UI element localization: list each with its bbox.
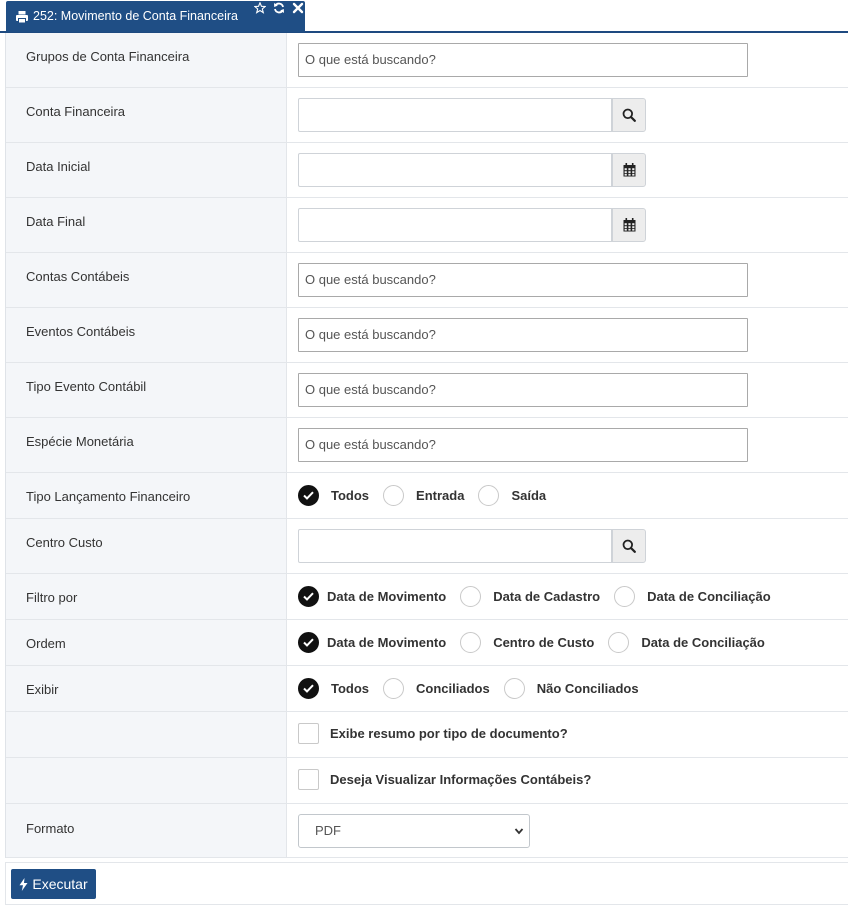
- filtro-por-label: Filtro por: [26, 590, 78, 605]
- data-inicial-calendar-button[interactable]: [612, 153, 646, 187]
- row-tipo-evento: [6, 363, 848, 418]
- checkbox-unchecked-icon[interactable]: [298, 723, 319, 744]
- exibir-label: Exibir: [26, 682, 59, 697]
- grupos-conta-label: Grupos de Conta Financeira: [26, 49, 190, 64]
- tipo-evento-label: Tipo Evento Contábil: [26, 379, 147, 394]
- ordem-label: Ordem: [26, 636, 66, 651]
- contas-contabeis-label: Contas Contábeis: [26, 269, 130, 284]
- contas-contabeis-input[interactable]: O que está buscando?: [298, 263, 748, 297]
- data-inicial-label: Data Inicial: [26, 159, 91, 174]
- conta-financeira-search-button[interactable]: [612, 98, 646, 132]
- radio-unchecked-icon[interactable]: [608, 632, 629, 653]
- tab-title: 252: Movimento de Conta Financeira: [33, 9, 238, 23]
- radio-option-saida[interactable]: [478, 485, 546, 506]
- conta-financeira-input[interactable]: [298, 98, 612, 132]
- row-exibir: [6, 666, 848, 712]
- search-icon: [622, 108, 636, 122]
- radio-label: Entrada: [416, 487, 465, 503]
- star-icon[interactable]: [254, 2, 266, 14]
- radio-checked-icon[interactable]: [298, 678, 319, 699]
- tipo-lancamento-label: Tipo Lançamento Financeiro: [26, 489, 191, 504]
- radio-label: Data de Movimento: [327, 588, 447, 604]
- label-cell: [6, 198, 287, 252]
- radio-unchecked-icon[interactable]: [504, 678, 525, 699]
- centro-custo-search-button[interactable]: [612, 529, 646, 563]
- label-cell: [6, 143, 287, 197]
- ordem-radio-group: [298, 631, 779, 653]
- row-ordem: [6, 620, 848, 666]
- radio-option-entrada[interactable]: [383, 485, 464, 506]
- label-cell: [6, 473, 287, 518]
- label-cell: [6, 804, 287, 857]
- radio-unchecked-icon[interactable]: [383, 485, 404, 506]
- label-cell: [6, 620, 287, 665]
- print-icon[interactable]: [15, 10, 29, 24]
- radio-label: Data de Conciliação: [641, 634, 765, 650]
- radio-label: Todos: [331, 487, 370, 503]
- eventos-contabeis-label: Eventos Contábeis: [26, 324, 136, 339]
- radio-option-data-cadastro[interactable]: [460, 586, 600, 607]
- radio-option-data-conciliacao[interactable]: [608, 632, 765, 653]
- search-icon: [622, 539, 636, 553]
- report-tab[interactable]: [6, 1, 305, 32]
- row-grupos-conta: [6, 33, 848, 88]
- report-form: [5, 33, 848, 858]
- radio-label: Saída: [511, 487, 547, 503]
- row-formato: [6, 804, 848, 858]
- tab-bar: [0, 0, 848, 33]
- execute-button[interactable]: [11, 869, 96, 899]
- exibir-radio-group: [298, 677, 653, 699]
- tipo-lancamento-radio-group: [298, 484, 560, 506]
- data-final-input[interactable]: [298, 208, 612, 242]
- radio-checked-icon[interactable]: [298, 485, 319, 506]
- radio-label: Data de Conciliação: [647, 588, 771, 604]
- label-cell: [6, 253, 287, 307]
- refresh-icon[interactable]: [273, 2, 285, 14]
- checkbox-unchecked-icon[interactable]: [298, 769, 319, 790]
- radio-option-conciliados[interactable]: [383, 678, 490, 699]
- radio-unchecked-icon[interactable]: [383, 678, 404, 699]
- radio-checked-icon[interactable]: [298, 632, 319, 653]
- label-cell: [6, 574, 287, 619]
- radio-option-nao-conciliados[interactable]: [504, 678, 639, 699]
- radio-unchecked-icon[interactable]: [460, 632, 481, 653]
- radio-option-data-movimento[interactable]: [298, 586, 446, 607]
- row-filtro-por: [6, 574, 848, 620]
- especie-monetaria-input[interactable]: O que está buscando?: [298, 428, 748, 462]
- radio-option-data-conciliacao[interactable]: [614, 586, 771, 607]
- radio-option-todos[interactable]: [298, 678, 369, 699]
- checkbox-label: Deseja Visualizar Informações Contábeis?: [330, 772, 592, 787]
- radio-checked-icon[interactable]: [298, 586, 319, 607]
- label-cell: [6, 666, 287, 711]
- row-contas-contabeis: [6, 253, 848, 308]
- label-cell: [6, 363, 287, 417]
- radio-unchecked-icon[interactable]: [460, 586, 481, 607]
- radio-option-data-movimento[interactable]: [298, 632, 446, 653]
- eventos-contabeis-input[interactable]: O que está buscando?: [298, 318, 748, 352]
- label-cell: [6, 88, 287, 142]
- label-cell: [6, 33, 287, 87]
- info-contabeis-checkbox[interactable]: [298, 769, 591, 790]
- chevron-down-icon: [514, 826, 524, 836]
- radio-label: Conciliados: [416, 680, 490, 696]
- radio-label: Data de Movimento: [327, 634, 447, 650]
- centro-custo-input[interactable]: [298, 529, 612, 563]
- radio-label: Todos: [331, 680, 370, 696]
- data-final-label: Data Final: [26, 214, 86, 229]
- form-footer: [5, 862, 848, 905]
- row-conta-financeira: [6, 88, 848, 143]
- data-inicial-input[interactable]: [298, 153, 612, 187]
- especie-monetaria-label: Espécie Monetária: [26, 434, 134, 449]
- row-data-inicial: [6, 143, 848, 198]
- grupos-conta-input[interactable]: O que está buscando?: [298, 43, 748, 77]
- formato-selected-value: PDF: [315, 823, 341, 838]
- calendar-icon: [623, 218, 636, 232]
- tipo-evento-input[interactable]: O que está buscando?: [298, 373, 748, 407]
- filtro-por-radio-group: [298, 585, 785, 607]
- radio-label: Centro de Custo: [493, 634, 595, 650]
- row-data-final: [6, 198, 848, 253]
- label-cell: [6, 758, 287, 803]
- bolt-icon: [19, 878, 28, 891]
- resumo-tipo-documento-checkbox[interactable]: [298, 723, 568, 744]
- formato-select[interactable]: [298, 814, 530, 848]
- row-info-contabeis: [6, 758, 848, 804]
- row-centro-custo: [6, 519, 848, 574]
- execute-label: Executar: [32, 876, 88, 892]
- data-final-calendar-button[interactable]: [612, 208, 646, 242]
- radio-unchecked-icon[interactable]: [478, 485, 499, 506]
- checkbox-label: Exibe resumo por tipo de documento?: [330, 726, 568, 741]
- row-eventos-contabeis: [6, 308, 848, 363]
- label-cell: [6, 519, 287, 573]
- radio-option-todos[interactable]: [298, 485, 369, 506]
- row-resumo-tipo-documento: [6, 712, 848, 758]
- radio-unchecked-icon[interactable]: [614, 586, 635, 607]
- radio-label: Data de Cadastro: [493, 588, 601, 604]
- label-cell: [6, 712, 287, 757]
- label-cell: [6, 308, 287, 362]
- row-tipo-lancamento: [6, 473, 848, 519]
- label-cell: [6, 418, 287, 472]
- centro-custo-label: Centro Custo: [26, 535, 103, 550]
- close-icon[interactable]: [292, 2, 304, 14]
- formato-label: Formato: [26, 821, 75, 836]
- row-especie-monetaria: [6, 418, 848, 473]
- radio-option-centro-custo[interactable]: [460, 632, 594, 653]
- conta-financeira-label: Conta Financeira: [26, 104, 125, 119]
- calendar-icon: [623, 163, 636, 177]
- radio-label: Não Conciliados: [536, 680, 639, 696]
